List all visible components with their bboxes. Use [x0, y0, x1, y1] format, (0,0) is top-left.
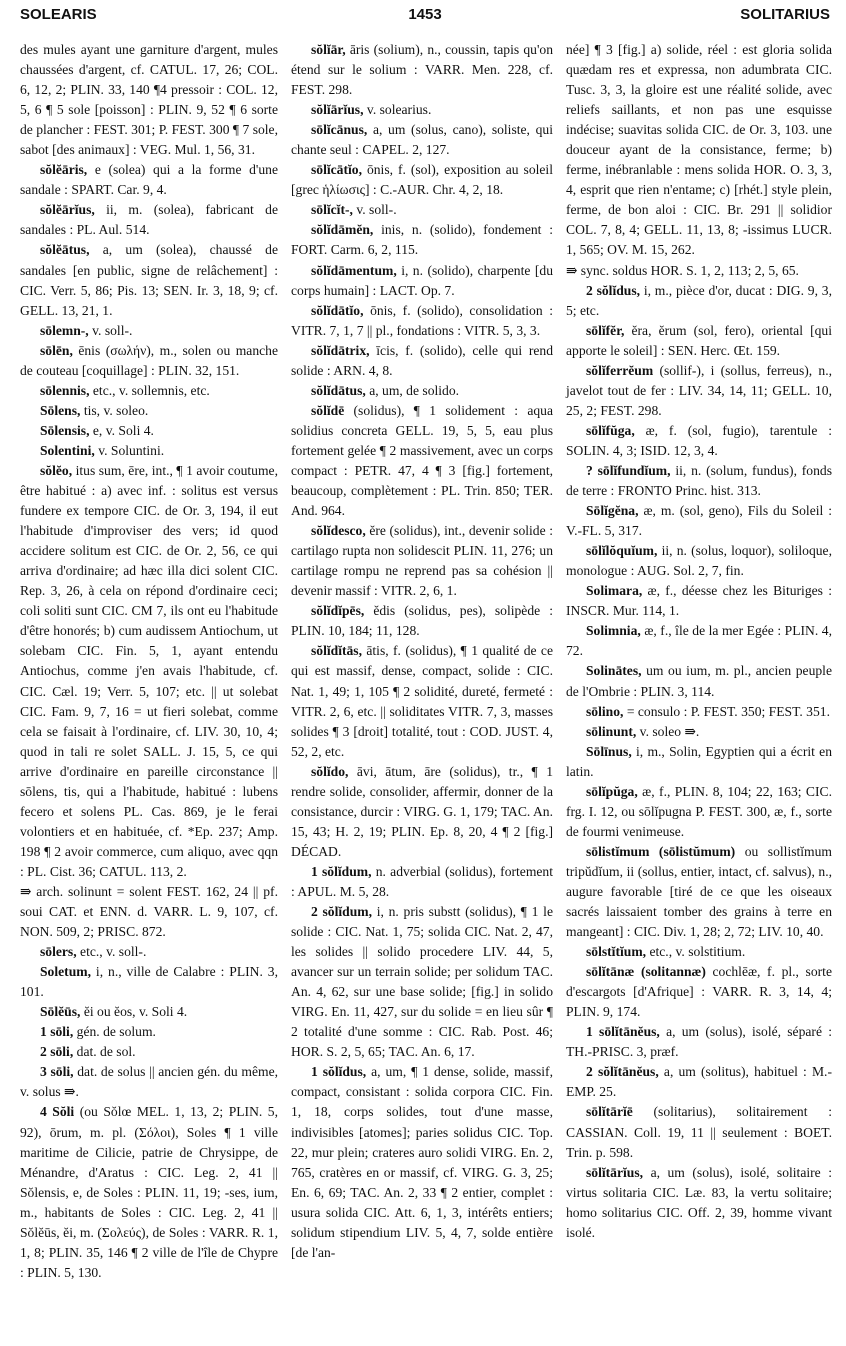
entry-text: e, v. Soli 4.	[92, 422, 154, 438]
entry-text: ĕra, ĕrum (sol, fero), oriental [qui apporte le soleil] : SEN. Herc. Œt. 159.	[566, 322, 832, 358]
entry-text: a, um, de solido.	[369, 382, 460, 398]
entry-headword: sŏlĭdātĭo,	[311, 302, 364, 318]
entry-text: v. Soluntini.	[98, 442, 165, 458]
page-number: 1453	[408, 6, 442, 23]
entry-text: ĕdis (solidus, pes), solipède : PLIN. 10, 184; 11, 128.	[291, 603, 553, 639]
entry-headword: sōlĭfĕr,	[586, 322, 625, 338]
dictionary-entry	[20, 962, 278, 1002]
entry-headword: 1 sŏlĭdus,	[311, 1064, 367, 1080]
entry-text: etc., v. sollemnis, etc.	[92, 382, 210, 398]
entry-headword: sōlĭlŏquĭum,	[586, 543, 658, 559]
entry-text: ĕre (solidus), int., devenir solide : cartilago rupta non solidescit PLIN. 11, 276; un cartilage rompu ne reprend pas sa cohésion || devenir massif : VITR. 2, 6, 1.	[291, 523, 553, 599]
dictionary-entry	[566, 702, 832, 722]
entry-text: um ou ium, m. pl., ancien peuple de l'Ombrie : PLIN. 3, 114.	[566, 663, 832, 699]
entry-text: v. solearius.	[366, 102, 432, 118]
entry-text: itus sum, ēre, int., ¶ 1 avoir coutume, être habitué : a) avec inf. : solitus est versus fundere ex tempore CIC. de Or. 3, 194, il eut l'habitude d'improviser des vers; id quod accidere solitum est CIC. de Or. 2, 56, ce qui arriva d'ordinaire; ad hæc illa dici solent CIC. Rep. 3, 26, à cela on répond d'ordinaire ceci; coli soliti sunt CIC. CM 7, ils ont eu l'habitude d'être honorés; b) cum audissem Antiochum, ut solebam CIC. Fin. 5, 1, ayant entendu Antiochus, comme j'en avais l'habitude, cf. CIC. Cæl. 19; Verr. 5, 107; etc. || ut solebat CIC. Fam. 9, 7, 16 = ut fieri solebat, comme cela se faisait à l'ordinaire, cf. LIV. 30, 10, 4; quod in tali re solet SALL. J. 15, 5, ce qui arrive d'ordinaire en pareille circonstance || sōlens, tis, qui a l'habitude, habitué : lubens fecero et solens PL. Cas. 869, je le ferai volontiers et en habituée, cf. *Ep. 237; Amp. 198 ¶ 2 avoir commerce, cum aliquo, avec qqn : PL. Cist. 36; CATUL. 113, 2.	[20, 462, 278, 879]
dictionary-entry	[291, 160, 553, 200]
entry-headword: sōlino,	[586, 703, 624, 719]
entry-text: æ, f. (sol, fugio), tarentule : SOLIN. 4, 3; ISID. 12, 3, 4.	[566, 422, 832, 458]
entry-headword: sŏlĕārĭus,	[40, 202, 95, 218]
entry-text: e (solea) qui a la forme d'une sandale : SPART. Car. 9, 4.	[20, 162, 278, 198]
dictionary-entry	[566, 782, 832, 842]
entry-text: dat. de solus || ancien gén. du même, v. solus ⇛.	[20, 1064, 278, 1100]
entry-text: (solidus), ¶ 1 solidement : aqua solidius concreta GELL. 19, 5, 5, eau plus fortement gelée ¶ 2 massivement, avec un corps compact : PETR. 47, 4 ¶ 3 [fig.] fortement, beaucoup, complètement : PL. Trin. 850; TER. And. 964.	[291, 402, 553, 519]
dictionary-entry	[20, 461, 278, 882]
entry-text: (sollif-), i (sollus, ferreus), n., javelot tout de fer : LIV. 34, 14, 11; GELL. 10, 25, 2; FEST. 298.	[566, 362, 833, 418]
entry-text: a, um, ¶ 1 dense, solide, massif, compact, consistant : solida corpora CIC. Fin. 1, 18, corps solides, tout d'une masse, indivisibles [atomes]; paries solidus CIC. Top. 22, mur plein; crateres auro solidi VIRG. En. 2, 765, cratères en or massif, cf. VIRG. G. 3, 25; En. 6, 69; TAC. An. 2, 33 ¶ 2 entier, complet : usura solida CIC. Att. 6, 1, 3, intérêts entiers; solidum stipendium LIV. 5, 4, 7, solde entière [de l'an-	[291, 1064, 553, 1260]
column-middle	[291, 40, 553, 1263]
entry-text: ii, n. (solum, fundus), fonds de terre : FRONTO Princ. hist. 313.	[566, 462, 832, 499]
dictionary-entry	[566, 361, 832, 421]
entry-text: āris (solium), n., coussin, tapis qu'on étend sur le solium : VARR. Men. 228, cf. FEST. 298.	[291, 42, 553, 98]
entry-headword: sōlĭpŭga,	[586, 783, 638, 799]
entry-headword: 2 sōli,	[40, 1044, 74, 1060]
dictionary-entry	[291, 301, 553, 341]
dictionary-entry	[20, 1042, 278, 1062]
dictionary-entry	[566, 461, 832, 501]
dictionary-entry	[566, 1102, 832, 1162]
entry-text: ⇛ sync. soldus HOR. S. 1, 2, 113; 2, 5, 65.	[566, 262, 799, 278]
dictionary-entry	[566, 742, 832, 782]
entry-headword: sōlĭcĭt-,	[311, 202, 353, 218]
dictionary-entry	[566, 421, 832, 461]
entry-text: ii, n. (solus, loquor), soliloque, monologue : AUG. Sol. 2, 7, fin.	[566, 543, 832, 579]
entry-headword: Sōlĕūs,	[40, 1004, 81, 1020]
entry-headword: Sōlensis,	[40, 422, 90, 438]
entry-text: a, um (solea), chaussé de sandales [en public, signe de relâchement] : CIC. Verr. 5, 86; Pis. 13; SEN. Ir. 3, 18, 9; cf. GELL. 13, 21, 1.	[20, 242, 278, 318]
entry-headword: sōlĭcātĭo,	[311, 162, 362, 178]
entry-continuation	[566, 261, 832, 281]
entry-headword: sŏlĭdāmĕn,	[311, 222, 374, 238]
column-right	[566, 40, 832, 1243]
entry-headword: sŏlĭferrĕum	[586, 362, 654, 378]
entry-headword: sōlĭtānæ (solitannæ)	[586, 964, 706, 980]
entry-headword: sōlĭtārĭē	[586, 1104, 633, 1120]
entry-text: īcis, f. (solido), celle qui rend solide : ARN. 4, 8.	[291, 342, 553, 378]
entry-headword: sŏlĭdātus,	[311, 382, 366, 398]
entry-headword: 1 sōli,	[40, 1024, 74, 1040]
dictionary-entry	[291, 100, 553, 120]
dictionary-entry	[291, 200, 553, 220]
entry-headword: sōlennis,	[40, 382, 90, 398]
entry-headword: sōlĭtārĭus,	[586, 1164, 644, 1180]
entry-text: cochlēæ, f. pl., sorte d'escargots [d'Afrique] : VARR. R. 3, 14, 4; PLIN. 9, 174.	[566, 964, 832, 1020]
dictionary-entry	[566, 501, 832, 541]
entry-text: v. soll-.	[356, 202, 397, 218]
entry-text: etc., v. solstitium.	[649, 944, 746, 960]
entry-text: a, um (solus), isolé, solitaire : virtus solitaria CIC. Læ. 83, la vertu solitaire; homo solitarius CIC. Off. 2, 39, homme vivant isolé.	[566, 1164, 832, 1240]
dictionary-entry	[566, 661, 832, 701]
dictionary-entry	[291, 401, 553, 521]
dictionary-entry	[566, 942, 832, 962]
entry-headword: sŏlĭdātrix,	[311, 342, 370, 358]
entry-text: a, um (solus), isolé, séparé : TH.-PRISC. 3, præf.	[566, 1024, 832, 1060]
entry-headword: 2 sŏlĭtānĕus,	[586, 1064, 659, 1080]
entry-text: des mules ayant une garniture d'argent, mules chaussées d'argent, cf. CATUL. 17, 26; COL. 6, 12, 2; PLIN. 33, 140 ¶4 pressoir : COL. 12, 5, 6 ¶ 5 sole [poisson] : PLIN. 9, 52 ¶ 6 sorte de plancher : FEST. 301; P. FEST. 300 ¶ 7 sole, sabot [des animaux] : VEG. Mul. 1, 56, 31.	[20, 42, 278, 158]
entry-text: ēnis (σωλήν), m., solen ou manche de couteau [coquillage] : PLIN. 32, 151.	[20, 342, 278, 378]
dictionary-entry	[291, 862, 553, 902]
entry-text: ⇛ arch. solinunt = solent FEST. 162, 24 || pf. soui CAT. et ENN. d. VARR. L. 9, 107, cf. NON. 509, 2; PRISC. 872.	[20, 883, 278, 940]
entry-text: = consulo : P. FEST. 350; FEST. 351.	[626, 703, 830, 719]
dictionary-entry	[20, 441, 278, 461]
entry-headword: Soletum,	[40, 964, 91, 980]
entry-headword: sōlers,	[40, 944, 77, 960]
entry-headword: Solimnia,	[586, 623, 641, 639]
entry-text: æ, f., déesse chez les Bituriges : INSCR. Mur. 114, 1.	[566, 583, 832, 619]
dictionary-entry	[291, 381, 553, 401]
entry-headword: sŏlĭdē	[311, 402, 345, 418]
entry-headword: sōlēn,	[40, 342, 73, 358]
entry-text: (ou Sŏlœ MEL. 1, 13, 2; PLIN. 5, 92), ōrum, m. pl. (Σόλοι), Soles ¶ 1 ville maritime de Cilicie, patrie de Chrysippe, de Ménandre, d'Aratus : CIC. Leg. 2, 41 || Sŏlensis, e, de Soles : PLIN. 11, 19; -ses, ium, m., habitants de Soles : CIC. Leg. 2, 41 || Sŏlĕūs, ĕi, m. (Σολεύς), de Soles : VARR. R. 1, 1, 8; PLIN. 35, 146 ¶ 2 ville de l'île de Chypre : PLIN. 5, 130.	[20, 1104, 279, 1280]
entry-headword: sōlĭcānus,	[311, 122, 368, 138]
entry-text: āvi, ātum, āre (solidus), tr., ¶ 1 rendre solide, consolider, affermir, donner de la consistance, durcir : VIRG. G. 1, 179; TAC. An. 15, 43; H. 2, 19; PLIN. Ep. 8, 20, 4 ¶ 2 [fig.] DÉCAD.	[291, 763, 553, 859]
dictionary-entry	[291, 1062, 553, 1262]
dictionary-entry	[20, 200, 278, 240]
dictionary-entry	[566, 321, 832, 361]
entry-headword: sōlstĭtĭum,	[586, 944, 647, 960]
dictionary-entry	[20, 240, 278, 320]
entry-headword: 1 sŏlĭdum,	[311, 863, 372, 879]
entry-text: tis, v. soleo.	[83, 402, 149, 418]
entry-text: ii, m. (solea), fabricant de sandales : PL. Aul. 514.	[20, 202, 278, 238]
running-head-right: SOLITARIUS	[740, 6, 830, 23]
entry-headword: 4 Sŏli	[40, 1104, 75, 1120]
entry-headword: sŏlĭdĭpēs,	[311, 603, 365, 619]
entry-text: ōnis, f. (sol), exposition au soleil [grec ἡλίωσις] : C.-AUR. Chr. 4, 2, 18.	[291, 162, 553, 198]
dictionary-entry	[20, 1102, 278, 1282]
entry-text: etc., v. soll-.	[80, 944, 147, 960]
dictionary-entry	[20, 401, 278, 421]
entry-text: i, n., ville de Calabre : PLIN. 3, 101.	[20, 964, 278, 1000]
entry-headword: 2 sŏlĭdum,	[311, 904, 372, 920]
dictionary-entry	[291, 762, 553, 862]
entry-text: i, m., Solin, Egyptien qui a écrit en latin.	[566, 743, 833, 779]
entry-headword: sŏlĭdo,	[311, 763, 349, 779]
entry-headword: sōlemn-,	[40, 322, 89, 338]
entry-headword: Solimara,	[586, 583, 643, 599]
entry-text: a, um (solitus), habituel : M.-EMP. 25.	[566, 1064, 832, 1100]
entry-headword: sŏlĭārĭus,	[311, 102, 364, 118]
dictionary-entry	[20, 160, 278, 200]
dictionary-entry	[291, 120, 553, 160]
entry-text: (solitarius), solitairement : CASSIAN. Coll. 19, 11 || seulement : BOET. Trin. p. 598.	[566, 1104, 832, 1160]
dictionary-entry	[566, 541, 832, 581]
entry-headword: sŏlĭdesco,	[311, 523, 366, 539]
entry-headword: 2 sŏlĭdus,	[586, 282, 641, 298]
dictionary-entry	[566, 1062, 832, 1102]
entry-text: dat. de sol.	[76, 1044, 136, 1060]
entry-text: æ, f., île de la mer Egée : PLIN. 4, 72.	[566, 623, 832, 659]
dictionary-entry	[566, 1022, 832, 1062]
entry-text: inis, n. (solido), fondement : FORT. Carm. 6, 2, 115.	[291, 222, 553, 258]
dictionary-entry	[566, 1163, 832, 1243]
entry-headword: Sōlens,	[40, 402, 81, 418]
entry-headword: sŏlĭdāmentum,	[311, 262, 397, 278]
entry-headword: sōlinunt,	[586, 723, 637, 739]
entry-headword: sŏlĕāris,	[40, 162, 88, 178]
dictionary-entry	[291, 641, 553, 761]
entry-continuation	[566, 40, 832, 261]
entry-headword: Solinātes,	[586, 663, 642, 679]
entry-headword: sōlĭfŭga,	[586, 422, 635, 438]
dictionary-entry	[566, 581, 832, 621]
entry-text: ōnis, f. (solido), consolidation : VITR. 7, 1, 7 || pl., fondations : VITR. 5, 3, 3.	[291, 302, 553, 338]
entry-text: n. adverbial (solidus), fortement : APUL. M. 5, 28.	[291, 863, 554, 899]
entry-headword: Sōlīnus,	[586, 743, 632, 759]
entry-text: i, n. (solido), charpente [du corps humain] : LACT. Op. 7.	[291, 262, 553, 298]
entry-headword: sŏlĕo,	[40, 462, 73, 478]
entry-headword: ? sōlĭfundĭum,	[586, 462, 671, 478]
entry-text: i, n. pris substt (solidus), ¶ 1 le solide : CIC. Nat. 1, 75; solida CIC. Nat. 2, 47, les solides || solido procedere LIV. 44, 5, avancer sur un terrain solide; per solidum TAC. An. 4, 62, sur une base solide; [fig.] in solido VIRG. En. 11, 427, sur du solide = en lieu sûr ¶ 2 totalité d'une somme : CIC. Rab. Post. 46; HOR. S. 2, 5, 65; TAC. An. 6, 17.	[291, 904, 553, 1060]
entry-headword: sŏlĕātus,	[40, 242, 90, 258]
entry-text: ou sollistĭmum tripŭdĭum, ii (sollus, entier, intact, cf. salvus), n., augure favorable [tiré de ce que les oiseaux sacrés laissaient tomber des grains à terre en mangeant] : CIC. Div. 1, 28; 2, 72; LIV. 10, 40.	[566, 843, 833, 940]
entry-text: gén. de solum.	[76, 1024, 156, 1040]
dictionary-entry	[291, 521, 553, 601]
entry-continuation	[20, 40, 278, 160]
entry-text: v. soleo ⇛.	[639, 723, 700, 739]
dictionary-entry	[291, 341, 553, 381]
dictionary-entry	[291, 40, 553, 100]
entry-text: née] ¶ 3 [fig.] a) solide, réel : est gloria solida quædam res et expressa, non adumbrata CIC. Tusc. 3, 3, la gloire est une réalité solide, avec reliefs saillants, et non pas une esquisse indécise; suavitas solida CIC. de Or. 3, 103. une douceur ayant de la consistance, ferme; b) ferme, inébranlable : mens solida HOR. O. 3, 3, 4, esprit que rien n'entame; c) [rhét.] style plein, ferme, de bon aloi : CIC. Br. 291 || solidior COL. 7, 8, 4; GELL. 11, 13, 8; -issimus LUCR. 1, 565; OV. M. 15, 262.	[566, 42, 832, 258]
entry-headword: sōlistĭmum (sōlistŭmum)	[586, 843, 736, 859]
entry-text: a, um (solus, cano), soliste, qui chante seul : CAPEL. 2, 127.	[291, 122, 553, 158]
entry-headword: 1 sōlĭtānĕus,	[586, 1024, 660, 1040]
column-left	[20, 40, 278, 1283]
entry-text: ātis, f. (solidus), ¶ 1 qualité de ce qui est massif, dense, compact, solide : CIC. Nat. 1, 49; 1, 105 ¶ 2 solidité, dureté, fermeté : VITR. 2, 6, etc. || soliditates VITR. 7, 3, masses solides ¶ 3 [droit] totalité, tout : COD. JUST. 4, 52, 2, etc.	[291, 643, 553, 759]
entry-text: ĕi ou ĕos, v. Soli 4.	[83, 1004, 188, 1020]
entry-headword: Sōlĭgĕna,	[586, 503, 639, 519]
page-header	[20, 6, 830, 30]
entry-text: æ, f., PLIN. 8, 104; 22, 163; CIC. frg. I. 12, ou sōlĭpugna P. FEST. 300, æ, f., sorte de fourmi venimeuse.	[566, 783, 832, 839]
entry-headword: sŏlĭdĭtās,	[311, 643, 362, 659]
dictionary-entry	[566, 722, 832, 742]
dictionary-entry	[20, 1002, 278, 1022]
entry-text: v. soll-.	[92, 322, 133, 338]
entry-headword: sŏlĭār,	[311, 42, 346, 57]
dictionary-entry	[291, 902, 553, 1062]
running-head-left: SOLEARIS	[20, 6, 97, 23]
dictionary-entry	[291, 261, 553, 301]
dictionary-entry	[20, 321, 278, 341]
dictionary-entry	[566, 962, 832, 1022]
entry-continuation	[20, 882, 278, 942]
dictionary-entry	[20, 1022, 278, 1042]
dictionary-entry	[20, 341, 278, 381]
entry-text: i, m., pièce d'or, ducat : DIG. 9, 3, 5; etc.	[566, 282, 832, 318]
dictionary-entry	[20, 421, 278, 441]
dictionary-entry	[20, 381, 278, 401]
entry-headword: 3 sōli,	[40, 1064, 74, 1080]
dictionary-entry	[566, 621, 832, 661]
dictionary-entry	[20, 1062, 278, 1102]
dictionary-entry	[291, 601, 553, 641]
dictionary-entry	[20, 942, 278, 962]
entry-headword: Solentini,	[40, 442, 95, 458]
dictionary-entry	[291, 220, 553, 260]
dictionary-entry	[566, 281, 832, 321]
entry-text: æ, m. (sol, geno), Fils du Soleil : V.-FL. 5, 317.	[566, 503, 832, 539]
dictionary-entry	[566, 842, 832, 942]
